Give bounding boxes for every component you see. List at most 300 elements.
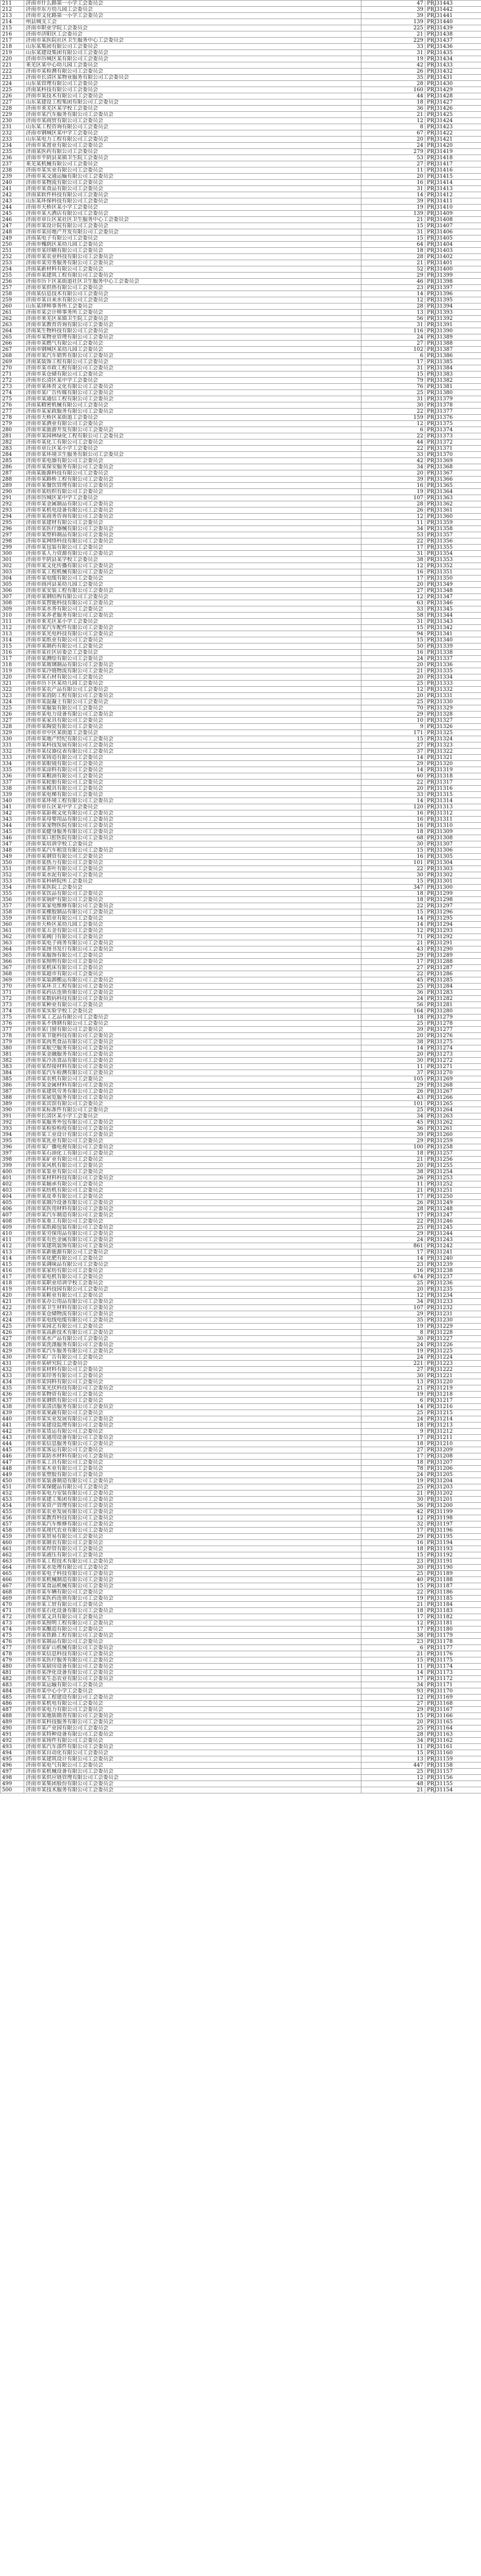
member-count-cell: 16 [361,1540,425,1546]
organization-name-cell: 济南市某食品有限公司工会委员会 [24,186,361,192]
table-row [1,1212,481,1218]
member-count-cell: 30 [361,1058,425,1064]
row-number-cell: 485 [1,1694,24,1701]
member-count-cell: 42 [361,458,425,464]
table-row [1,31,481,38]
organization-name-cell: 济南市某信息科技有限公司工会委员会 [24,1651,361,1657]
organization-name-cell: 济南市某旅游开发有限公司工会委员会 [24,427,361,433]
organization-name-cell: 济南市某鞋业有限公司工会委员会 [24,1293,361,1299]
record-id-cell: PRJ31398 [425,279,481,285]
organization-name-cell: 济南市某五金有限公司工会委员会 [24,928,361,934]
record-id-cell: PRJ31180 [425,1626,481,1633]
row-number-cell: 472 [1,1614,24,1620]
organization-name-cell: 济南市某农机有限公司工会委员会 [24,1076,361,1082]
record-id-cell: PRJ31235 [425,1286,481,1293]
table-row [1,1558,481,1565]
record-id-cell: PRJ31222 [425,1367,481,1373]
member-count-cell: 30 [361,1373,425,1379]
table-row [1,1682,481,1688]
record-id-cell: PRJ31302 [425,872,481,878]
row-number-cell: 433 [1,1373,24,1379]
record-id-cell: PRJ31164 [425,1725,481,1732]
table-row [1,1719,481,1725]
row-number-cell: 483 [1,1682,24,1688]
organization-name-cell: 济南市某酒业有限公司工会委员会 [24,421,361,427]
organization-name-cell: 济南市某电力设备有限公司工会委员会 [24,711,361,718]
row-number-cell: 331 [1,742,24,749]
member-count-cell: 18 [361,1150,425,1157]
record-id-cell: PRJ31172 [425,1676,481,1682]
record-id-cell: PRJ31288 [425,959,481,965]
organization-name-cell: 济南市某玻璃制品有限公司工会委员会 [24,662,361,668]
organization-name-cell: 济南市某宠物医院有限公司工会委员会 [24,823,361,829]
table-row [1,130,481,137]
record-id-cell: PRJ31224 [425,1354,481,1361]
member-count-cell: 31 [361,396,425,402]
record-id-cell: PRJ31174 [425,1664,481,1670]
member-count-cell: 20 [361,1052,425,1058]
member-count-cell: 27 [361,588,425,594]
row-number-cell: 366 [1,959,24,965]
record-id-cell: PRJ31245 [425,1225,481,1231]
record-id-cell: PRJ31382 [425,378,481,384]
member-count-cell: 19 [361,1348,425,1354]
table-row [1,458,481,464]
record-id-cell: PRJ31193 [425,1546,481,1552]
member-count-cell: 28 [361,81,425,87]
row-number-cell: 424 [1,1317,24,1324]
organization-name-cell: 济南市某冷链物流有限公司工会委员会 [24,668,361,674]
member-count-cell: 21 [361,1385,425,1392]
organization-name-cell: 济南市莱芜区某学校工会委员会 [24,106,361,112]
table-row [1,1744,481,1750]
member-count-cell: 20 [361,662,425,668]
organization-name-cell: 济南市某建筑工程有限公司工会委员会 [24,273,361,279]
row-number-cell: 336 [1,773,24,779]
member-count-cell: 15 [361,736,425,742]
member-count-cell: 53 [361,532,425,538]
organization-name-cell: 济南市某汽车部件有限公司工会委员会 [24,1744,361,1750]
organization-name-cell: 济南市某地质勘查有限公司工会委员会 [24,1713,361,1719]
member-count-cell: 37 [361,1070,425,1076]
organization-name-cell: 济南市某金融服务有限公司工会委员会 [24,1052,361,1058]
row-number-cell: 445 [1,1447,24,1453]
record-id-cell: PRJ31405 [425,235,481,242]
record-id-cell: PRJ31314 [425,798,481,804]
record-id-cell: PRJ31442 [425,7,481,13]
record-id-cell: PRJ31315 [425,792,481,798]
member-count-cell: 22 [361,1589,425,1596]
member-count-cell: 34 [361,1299,425,1305]
table-row [1,1416,481,1422]
table-row [1,205,481,211]
row-number-cell: 293 [1,507,24,514]
member-count-cell: 36 [361,106,425,112]
table-row [1,1107,481,1113]
member-count-cell: 107 [361,1305,425,1311]
row-number-cell: 259 [1,297,24,303]
row-number-cell: 222 [1,69,24,75]
member-count-cell: 14 [361,767,425,773]
row-number-cell: 230 [1,118,24,124]
table-row [1,1293,481,1299]
table-row [1,446,481,452]
member-count-cell: 38 [361,1169,425,1175]
row-number-cell: 422 [1,1305,24,1311]
table-row [1,254,481,260]
row-number-cell: 380 [1,1045,24,1052]
organization-name-cell: 济南市某智能科技有限公司工会委员会 [24,600,361,606]
member-count-cell: 29 [361,273,425,279]
organization-name-cell: 济南市某建材有限公司工会委员会 [24,520,361,526]
record-id-cell: PRJ31335 [425,668,481,674]
record-id-cell: PRJ31240 [425,1256,481,1262]
row-number-cell: 229 [1,112,24,118]
table-row [1,44,481,50]
member-count-cell: 22 [361,409,425,415]
record-id-cell: PRJ31253 [425,1175,481,1181]
row-number-cell: 365 [1,953,24,959]
row-number-cell: 414 [1,1256,24,1262]
table-row [1,1348,481,1354]
row-number-cell: 413 [1,1249,24,1256]
member-count-cell: 17 [361,575,425,582]
organization-name-cell: 济南市钢城区某幼儿园工会委员会 [24,347,361,353]
table-row [1,1398,481,1404]
organization-name-cell: 济南市某自动化有限公司工会委员会 [24,1750,361,1756]
row-number-cell: 471 [1,1608,24,1614]
table-body [1,1,481,1793]
organization-name-cell: 济南市某皮革有限公司工会委员会 [24,1194,361,1200]
member-count-cell: 18 [361,248,425,254]
row-number-cell: 400 [1,1169,24,1175]
table-row [1,1311,481,1317]
member-count-cell: 16 [361,817,425,823]
member-count-cell: 64 [361,242,425,248]
organization-name-cell: 济南市某水产品有限公司工会委员会 [24,1336,361,1342]
organization-name-cell: 山东某管理有限公司工会委员会 [24,81,361,87]
organization-name-cell: 济南市某口腔医院有限公司工会委员会 [24,835,361,841]
record-id-cell: PRJ31426 [425,106,481,112]
table-row [1,322,481,328]
table-row [1,650,481,656]
organization-name-cell: 济南市某医院工会委员会 [24,885,361,891]
organization-name-cell: 济南市某家纺有限公司工会委员会 [24,1268,361,1274]
row-number-cell: 315 [1,643,24,650]
record-id-cell: PRJ31391 [425,322,481,328]
table-row [1,1058,481,1064]
organization-name-cell: 济南市某文具有限公司工会委员会 [24,1614,361,1620]
row-number-cell: 448 [1,1466,24,1472]
record-id-cell: PRJ31354 [425,551,481,557]
member-count-cell: 67 [361,130,425,137]
table-row [1,594,481,600]
organization-name-cell: 济南市某物业管理有限公司工会委员会 [24,334,361,341]
member-count-cell: 26 [361,1175,425,1181]
table-row [1,810,481,817]
row-number-cell: 398 [1,1157,24,1163]
table-row [1,575,481,582]
member-count-cell: 28 [361,254,425,260]
row-number-cell: 341 [1,804,24,810]
member-count-cell: 12 [361,421,425,427]
organization-name-cell: 济南市某产业园有限公司工会委员会 [24,1725,361,1732]
table-row [1,1070,481,1076]
member-count-cell: 22 [361,903,425,909]
table-row [1,1701,481,1707]
organization-name-cell: 济南市某建筑装饰有限公司工会委员会 [24,1243,361,1249]
organization-name-cell: 济南市某印务有限公司工会委员会 [24,1373,361,1379]
table-row [1,1,481,7]
row-number-cell: 373 [1,1002,24,1008]
table-row [1,378,481,384]
organization-name-cell: 济南市某电梯有限公司工会委员会 [24,792,361,798]
record-id-cell: PRJ31159 [425,1756,481,1762]
organization-name-cell: 济南市某铝业有限公司工会委员会 [24,916,361,922]
member-count-cell: 25 [361,1769,425,1775]
organization-name-cell: 济南市某汽车租赁有限公司工会委员会 [24,848,361,854]
organization-name-cell: 济南市某建设监理有限公司工会委员会 [24,1422,361,1429]
member-count-cell: 24 [361,996,425,1002]
member-count-cell: 23 [361,285,425,291]
member-count-cell: 26 [361,69,425,75]
table-row [1,1490,481,1497]
table-row [1,1126,481,1132]
record-id-cell: PRJ31353 [425,557,481,563]
organization-name-cell: 济南市某机械制造有限公司工会委员会 [24,1577,361,1583]
record-id-cell: PRJ31216 [425,1404,481,1410]
organization-name-cell: 济南市莱芜区某镇卫生院工会委员会 [24,316,361,322]
record-id-cell: PRJ31269 [425,1076,481,1082]
member-count-cell: 18 [361,1014,425,1021]
member-count-cell: 30 [361,841,425,848]
member-count-cell: 47 [361,1,425,7]
row-number-cell: 470 [1,1602,24,1608]
table-row [1,1305,481,1311]
row-number-cell: 354 [1,885,24,891]
member-count-cell: 14 [361,192,425,198]
table-row [1,1453,481,1460]
row-number-cell: 267 [1,347,24,353]
member-count-cell: 12 [361,563,425,569]
record-id-cell: PRJ31403 [425,248,481,254]
record-id-cell: PRJ31194 [425,1540,481,1546]
record-id-cell: PRJ31345 [425,606,481,613]
row-number-cell: 429 [1,1348,24,1354]
table-row [1,718,481,724]
record-id-cell: PRJ31397 [425,285,481,291]
member-count-cell: 221 [361,1361,425,1367]
organization-name-cell: 济南市某建筑劳务有限公司工会委员会 [24,1089,361,1095]
member-count-cell: 15 [361,625,425,631]
member-count-cell: 32 [361,1521,425,1528]
table-row [1,1379,481,1385]
organization-name-cell: 济南市某生态农业有限公司工会委员会 [24,1676,361,1682]
table-row [1,310,481,316]
table-row [1,81,481,87]
organization-name-cell: 济南市某制药有限公司工会委员会 [24,643,361,650]
member-count-cell: 105 [361,1076,425,1082]
record-id-cell: PRJ31435 [425,50,481,56]
row-number-cell: 358 [1,909,24,916]
organization-name-cell: 济南市某农业科技有限公司工会委员会 [24,254,361,260]
organization-name-cell: 济南市某现代农业有限公司工会委员会 [24,1528,361,1534]
member-count-cell: 8 [361,124,425,130]
member-count-cell: 25 [361,1280,425,1286]
table-row [1,1256,481,1262]
member-count-cell: 71 [361,934,425,940]
table-row [1,1014,481,1021]
member-count-cell: 17 [361,1528,425,1534]
organization-name-cell: 济南市某水务有限公司工会委员会 [24,606,361,613]
row-number-cell: 343 [1,817,24,823]
organization-name-cell: 济南市某广告传媒有限公司工会委员会 [24,390,361,396]
record-id-cell: PRJ31290 [425,946,481,953]
record-id-cell: PRJ31322 [425,749,481,755]
member-count-cell: 14 [361,1045,425,1052]
record-id-cell: PRJ31341 [425,631,481,637]
record-id-cell: PRJ31209 [425,1447,481,1453]
row-number-cell: 290 [1,489,24,495]
organization-name-cell: 济南市东方幼儿园工会委员会 [24,7,361,13]
member-count-cell: 12 [361,1694,425,1701]
record-id-cell: PRJ31281 [425,1002,481,1008]
record-id-cell: PRJ31348 [425,588,481,594]
organization-name-cell: 济南市某医疗器械有限公司工会委员会 [24,526,361,532]
row-number-cell: 335 [1,767,24,773]
member-count-cell: 27 [361,742,425,749]
record-id-cell: PRJ31236 [425,1280,481,1286]
row-number-cell: 364 [1,946,24,953]
organization-name-cell: 莱芜某机械有限公司工会委员会 [24,161,361,167]
member-count-cell: 11 [361,1744,425,1750]
table-row [1,1027,481,1033]
table-row [1,1756,481,1762]
organization-name-cell: 济南市某工程建设有限公司工会委员会 [24,1694,361,1701]
organization-name-cell: 济南市某防水材料有限公司工会委员会 [24,1453,361,1460]
organization-name-cell: 济南市某培训学校工会委员会 [24,841,361,848]
table-row [1,711,481,718]
row-number-cell: 452 [1,1490,24,1497]
organization-name-cell: 山东某集团有限公司工会委员会 [24,44,361,50]
member-count-cell: 38 [361,1039,425,1045]
member-count-cell: 39 [361,1027,425,1033]
organization-name-cell: 济南市某环境卫生服务有限公司工会委员会 [24,452,361,458]
organization-name-cell: 济南市某餐饮管理有限公司工会委员会 [24,483,361,489]
table-row [1,891,481,897]
row-number-cell: 357 [1,903,24,909]
table-row [1,1534,481,1540]
row-number-cell: 482 [1,1676,24,1682]
row-number-cell: 311 [1,619,24,625]
record-id-cell: PRJ31213 [425,1422,481,1429]
table-row [1,371,481,378]
organization-name-cell: 济南市某工业设计有限公司工会委员会 [24,1132,361,1138]
table-row [1,161,481,167]
member-count-cell: 39 [361,477,425,483]
organization-name-cell: 济南市某中心小学工会委员会 [24,1688,361,1694]
record-id-cell: PRJ31285 [425,977,481,984]
member-count-cell: 56 [361,316,425,322]
row-number-cell: 287 [1,470,24,477]
table-row [1,483,481,489]
member-count-cell: 19 [361,1392,425,1398]
record-id-cell: PRJ31176 [425,1651,481,1657]
row-number-cell: 477 [1,1645,24,1651]
table-row [1,1521,481,1528]
member-count-cell: 164 [361,1008,425,1014]
record-id-cell: PRJ31434 [425,56,481,62]
member-count-cell: 12 [361,928,425,934]
member-count-cell: 16 [361,810,425,817]
member-count-cell: 16 [361,1268,425,1274]
table-row [1,1089,481,1095]
record-id-cell: PRJ31351 [425,569,481,575]
table-row [1,229,481,235]
record-id-cell: PRJ31170 [425,1688,481,1694]
row-number-cell: 363 [1,940,24,946]
organization-name-cell: 济南市某仓储有限公司工会委员会 [24,371,361,378]
organization-name-cell: 济南市某研究院工会委员会 [24,1361,361,1367]
row-number-cell: 312 [1,625,24,631]
row-number-cell: 458 [1,1528,24,1534]
row-number-cell: 305 [1,582,24,588]
member-count-cell: 27 [361,1701,425,1707]
member-count-cell: 6 [361,353,425,359]
row-number-cell: 284 [1,452,24,458]
row-number-cell: 261 [1,310,24,316]
record-id-cell: PRJ31323 [425,742,481,749]
table-row [1,1602,481,1608]
member-count-cell: 10 [361,718,425,724]
record-id-cell: PRJ31427 [425,99,481,106]
member-count-cell: 24 [361,1342,425,1348]
table-row [1,390,481,396]
table-row [1,916,481,922]
member-count-cell: 29 [361,1311,425,1317]
record-id-cell: PRJ31220 [425,1379,481,1385]
record-id-cell: PRJ31247 [425,1212,481,1218]
member-count-cell: 20 [361,582,425,588]
record-id-cell: PRJ31181 [425,1620,481,1626]
organization-name-cell: 济南市某工贸有限公司工会委员会 [24,1602,361,1608]
table-row [1,1651,481,1657]
table-row [1,1045,481,1052]
record-id-cell: PRJ31187 [425,1583,481,1589]
organization-name-cell: 济南市某工程机械有限公司工会委员会 [24,569,361,575]
row-number-cell: 362 [1,934,24,940]
record-id-cell: PRJ31342 [425,625,481,631]
record-id-cell: PRJ31223 [425,1361,481,1367]
table-row [1,866,481,872]
table-row [1,749,481,755]
record-id-cell: PRJ31338 [425,650,481,656]
organization-name-cell: 济南市某厨房设备有限公司工会委员会 [24,1664,361,1670]
organization-name-cell: 济南市某教育咨询有限公司工会委员会 [24,322,361,328]
table-row [1,347,481,353]
record-id-cell: PRJ31218 [425,1392,481,1398]
member-count-cell: 20 [361,1033,425,1039]
row-number-cell: 497 [1,1769,24,1775]
row-number-cell: 409 [1,1225,24,1231]
row-number-cell: 338 [1,786,24,792]
organization-name-cell: 济南市某货运有限公司工会委员会 [24,1429,361,1435]
member-count-cell: 33 [361,452,425,458]
member-count-cell: 34 [361,1113,425,1120]
table-row [1,1169,481,1175]
table-row [1,1410,481,1416]
row-number-cell: 375 [1,1014,24,1021]
